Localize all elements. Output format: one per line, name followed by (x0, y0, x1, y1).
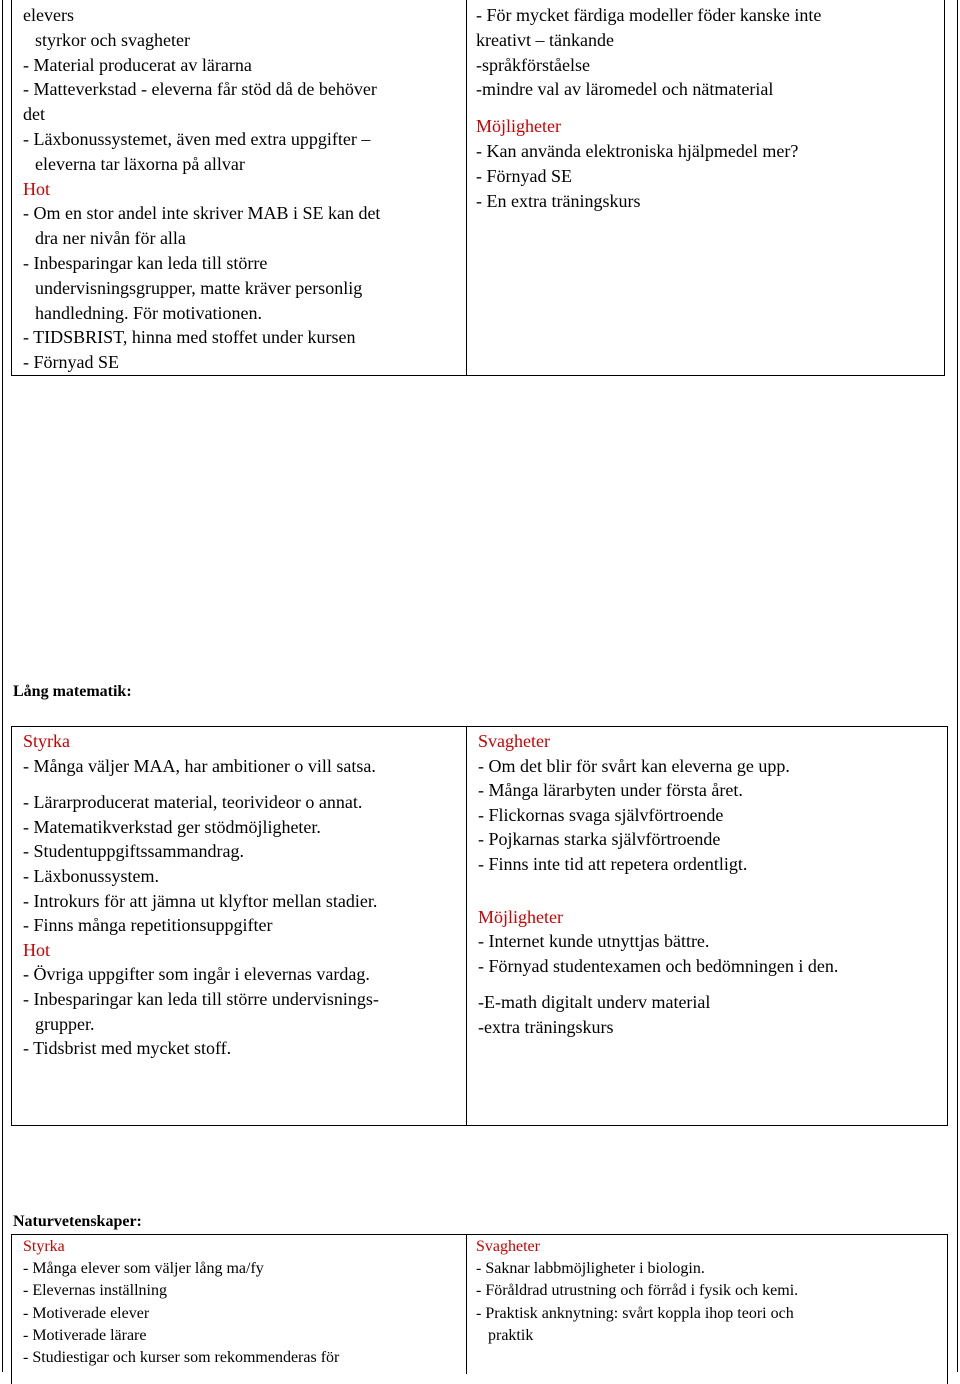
list-item: - Om det blir för svårt kan eleverna ge upp. (478, 755, 790, 776)
naturvetenskaper-divider (466, 1234, 467, 1374)
section-heading: Möjligheter (476, 116, 561, 137)
list-item: - Motiverade lärare (23, 1326, 147, 1344)
list-item: elevers (23, 5, 74, 25)
list-item: -mindre val av läromedel och nätmaterial (476, 79, 774, 100)
list-item: -extra träningskurs (478, 1016, 614, 1037)
section-heading: Styrka (23, 731, 70, 751)
list-item: det (23, 104, 45, 125)
lang-matematik-right-cell (478, 729, 944, 1040)
list-item: - Motiverade elever (23, 1304, 150, 1322)
list-item: eleverna tar läxorna på allvar (35, 153, 245, 174)
list-item: - Saknar labbmöjligheter i biologin. (476, 1260, 705, 1278)
section-heading: Svagheter (476, 1238, 540, 1255)
list-item: - Internet kunde utnyttjas bättre. (478, 931, 710, 952)
list-item: - Material producerat av lärarna (23, 54, 252, 75)
top-table-left-cell (23, 3, 463, 375)
list-item: praktik (488, 1326, 534, 1344)
list-item: - Pojkarnas starka självförtroende (478, 829, 721, 850)
top-table-divider (466, 0, 467, 376)
list-item: - TIDSBRIST, hinna med stoffet under kursen (23, 327, 356, 348)
list-item: - Många lärarbyten under första året. (478, 780, 743, 801)
section-heading: Styrka (23, 1238, 65, 1255)
lang-matematik-left-cell (23, 729, 463, 1061)
list-item: styrkor och svagheter (35, 29, 190, 50)
list-item: - Matematikverkstad ger stödmöjligheter. (23, 816, 321, 837)
page-border-left (2, 0, 3, 1372)
list-item: - Kan använda elektroniska hjälpmedel mer? (476, 140, 799, 161)
list-item: - Läxbonussystem. (23, 865, 159, 886)
list-item: dra ner nivån för alla (35, 228, 186, 249)
list-item: - En extra träningskurs (476, 190, 641, 211)
section-heading: Möjligheter (478, 906, 563, 927)
list-item: - Om en stor andel inte skriver MAB i SE kan det (23, 203, 381, 224)
list-item: kreativt – tänkande (476, 29, 614, 50)
list-item: handledning. För motivationen. (35, 302, 262, 323)
naturvetenskaper-right-cell (476, 1236, 942, 1347)
list-item: - Tidsbrist med mycket stoff. (23, 1038, 232, 1059)
list-item: - För mycket färdiga modeller föder kanske inte (476, 5, 822, 25)
list-item: - Elevernas inställning (23, 1282, 167, 1300)
list-item: - Lärarproducerat material, teorivideor o annat. (23, 792, 363, 813)
section-title-lang-matematik: Lång matematik: (13, 683, 132, 700)
list-item: - Övriga uppgifter som ingår i elevernas vardag. (23, 964, 370, 985)
list-item: - Flickornas svaga självförtroende (478, 804, 724, 825)
section-heading: Svagheter (478, 731, 550, 751)
list-item: - Förnyad studentexamen och bedömningen i den. (478, 955, 839, 976)
list-item: - Studentuppgiftssammandrag. (23, 841, 244, 862)
list-item: - Inbesparingar kan leda till större (23, 252, 268, 273)
list-item: -E-math digitalt underv material (478, 992, 711, 1013)
list-item: - Matteverkstad - eleverna får stöd då de behöver (23, 79, 377, 100)
section-heading: Hot (23, 178, 50, 199)
list-item: - Föråldrad utrustning och förråd i fysik och kemi. (476, 1282, 799, 1300)
list-item: - Läxbonussystemet, även med extra uppgifter – (23, 128, 371, 149)
naturvetenskaper-left-cell (23, 1236, 463, 1369)
list-item: - Finns många repetitionsuppgifter (23, 915, 273, 936)
list-item: - Studiestigar och kurser som rekommenderas för (23, 1349, 340, 1367)
page-border-right (957, 0, 958, 1372)
list-item: - Praktisk anknytning: svårt koppla ihop teori och (476, 1304, 794, 1322)
section-heading: Hot (23, 939, 50, 960)
list-item: - Förnyad SE (476, 165, 572, 186)
list-item: - Introkurs för att jämna ut klyftor mellan stadier. (23, 890, 378, 911)
list-item: - Många väljer MAA, har ambitioner o vill satsa. (23, 755, 376, 776)
list-item: -språkförståelse (476, 54, 590, 75)
lang-matematik-divider (466, 726, 467, 1126)
list-item: - Många elever som väljer lång ma/fy (23, 1260, 264, 1278)
top-table-right-cell (476, 3, 942, 213)
list-item: - Förnyad SE (23, 352, 119, 373)
section-title-naturvetenskaper: Naturvetenskaper: (13, 1213, 142, 1230)
list-item: - Finns inte tid att repetera ordentligt. (478, 853, 748, 874)
list-item: - Inbesparingar kan leda till större undervisnings- (23, 988, 379, 1009)
list-item: undervisningsgrupper, matte kräver personlig (35, 277, 363, 298)
list-item: grupper. (35, 1013, 95, 1034)
